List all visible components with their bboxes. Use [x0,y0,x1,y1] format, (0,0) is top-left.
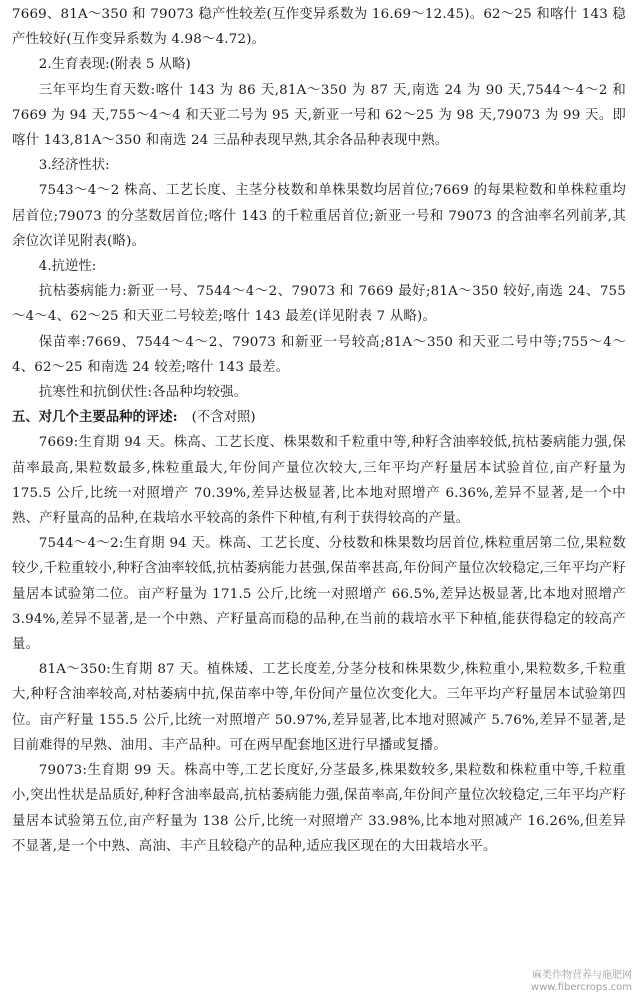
para-variety-7669: 7669:生育期 94 天。株高、工艺长度、株果数和千粒重中等,种籽含油率较低,抗枯萎病能力强,保苗率最高,果粒数最多,株粒重最大,年份间产量位次较大,三年平均产籽量居本试验首位,亩产籽量为 175.5 公斤,比统一对照增产 70.39%,差异达极显著,比本地对照增产 6.36%,差异不显著,是一个中熟、产籽量高的品种,在栽培水平较高的条件下种植,有利于获得较高的产量。 [12,435,626,527]
watermark-line1: 麻类作物营养与施肥网 [532,970,632,981]
para-economic-traits: 7543～4～2 株高、工艺长度、主茎分枝数和单株果数均居首位;7669 的每果粒数和单株粒重均居首位;79073 的分茎数居首位;喀什 143 的千粒重居首位;新亚一号和 79073 的含油率名列前茅,其余位次详见附表(略)。 [12,183,626,249]
heading-economic-traits: 3.经济性状: [38,158,110,174]
para-growth-days: 三年平均生育天数:喀什 143 为 86 天,81A～350 为 87 天,南选 24 为 90 天,7544～4～2 和 7669 为 94 天,755～4～4 和天亚二号为 95 天,新亚一号和 62～25 为 98 天,79073 为 99 天。即喀什 143,81A～350 和南选 24 三品种表现早熟,其余各品种表现中熟。 [12,82,626,149]
para-cold-lodging: 抗寒性和抗倒伏性:各品种均较强。 [38,385,248,401]
watermark [531,970,632,994]
para-variety-79073: 79073:生育期 99 天。株高中等,工艺长度好,分茎最多,株果数较多,果粒数和株粒重中等,千粒重小,突出性状是品质好,种籽含油率最高,抗枯萎病能力强,保苗率高,年份间产量位次较稳定,三年平均产籽量居本试验第五位,亩产籽量为 138 公斤,比统一对照增产 33.98%,比本地对照减产 16.26%,但差异不显著,是一个中熟、高油、丰产且较稳产的品种,适应我区现在的大田栽培水平。 [12,763,626,854]
heading-variety-review-title: 五、对几个主要品种的评述: [12,409,178,426]
para-variety-81a350: 81A～350:生育期 87 天。植株矮、工艺长度差,分茎分枝和株果数少,株粒重小,果粒数多,千粒重大,种籽含油率较高,对枯萎病中抗,保苗率中等,年份间产量位次变化大。三年平均产籽量居本试验第四位。亩产籽量 155.5 公斤,比统一对照增产 50.97%,差异显著,比本地对照减产 5.76%,差异不显著,是目前难得的早熟、油用、丰产品种。可在两早配套地区进行早播或复播。 [12,662,626,753]
heading-stress-resistance: 4.抗逆性: [38,259,97,275]
para-seedling-rate: 保苗率:7669、7544～4～2、79073 和新亚一号较高;81A～350 和天亚二号中等;755～4～4、62～25 和南选 24 较差;喀什 143 最差。 [12,334,626,375]
heading-variety-review-note: (不含对照) [191,410,256,426]
heading-variety-review [12,405,626,430]
watermark-line2: www.fibercrops.com [530,982,632,993]
para-variety-7544: 7544～4～2:生育期 94 天。株高、工艺长度、分枝数和株果数均居首位,株粒重居第二位,果粒数较少,千粒重较小,种籽含油率较低,抗枯萎病能力甚强,保苗率甚高,年份间产量位次较稳定,三年平均产籽量居本试验第二位。亩产籽量为 171.5 公斤,比统一对照增产 66.5%,差异达极显著,比本地对照增产 3.94%,差异不显著,是一个中熟、产籽量高而稳的品种,在当前的栽培水平下种植,能获得稳定的较高产量。 [12,536,626,653]
para-wilt-resistance: 抗枯萎病能力:新亚一号、7544～4～2、79073 和 7669 最好;81A～350 较好,南选 24、755～4～4、62～25 和天亚二号较差;喀什 143 最差(详见附表 7 从略)。 [12,284,626,325]
heading-growth-performance: 2.生育表现:(附表 5 从略) [38,57,191,73]
para-stability-summary: 7669、81A～350 和 79073 稳产性较差(互作变异系数为 16.69～12.45)。62～25 和喀什 143 稳产性较好(互作变异系数为 4.98～4.72)。 [12,7,626,48]
